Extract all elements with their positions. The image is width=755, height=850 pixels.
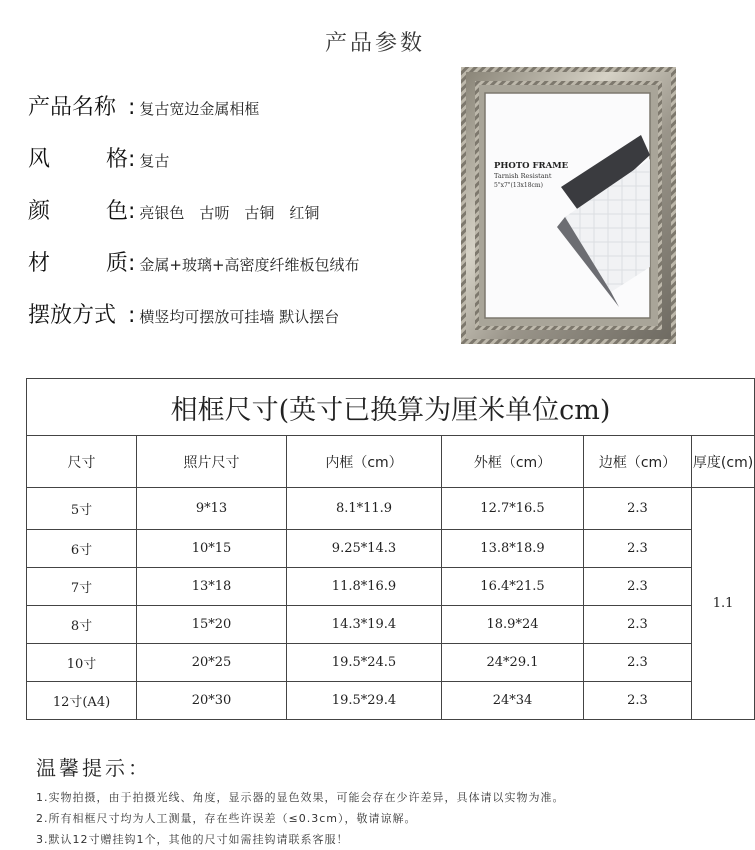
table-caption: 相框尺寸(英寸已换算为厘米单位cm)	[27, 379, 755, 436]
table-cell: 9*13	[137, 488, 287, 530]
param-value-color: 亮银色 古呖 古铜 红铜	[139, 204, 320, 222]
table-cell: 2.3	[584, 530, 692, 568]
table-row	[27, 530, 755, 568]
table-cell: 10*15	[137, 530, 287, 568]
product-params	[28, 90, 448, 350]
table-cell: 19.5*29.4	[287, 682, 442, 720]
param-row-name: 产品名称 : 复古宽边金属相框	[28, 90, 448, 142]
table-cell: 5寸	[27, 488, 137, 530]
table-header-row	[27, 436, 755, 488]
table-cell: 20*25	[137, 644, 287, 682]
param-value-material: 金属+玻璃+高密度纤维板包绒布	[139, 256, 360, 274]
product-photo-frame	[461, 67, 676, 344]
table-cell: 2.3	[584, 682, 692, 720]
table-row	[27, 682, 755, 720]
param-row-style: 风 格 : 复古	[28, 142, 448, 194]
table-cell: 24*29.1	[442, 644, 584, 682]
tip-line: 1.实物拍摄，由于拍摄光线、角度，显示器的显色效果，可能会存在少许差异，具体请以实物为准。	[36, 791, 565, 804]
param-row-material: 材 质 : 金属+玻璃+高密度纤维板包绒布	[28, 246, 448, 298]
param-label-placement: 摆放方式	[28, 303, 117, 328]
table-cell: 9.25*14.3	[287, 530, 442, 568]
table-row	[27, 644, 755, 682]
param-label-style: 风 格	[28, 147, 128, 172]
table-header: 尺寸	[27, 436, 137, 488]
frame-size-table	[26, 378, 755, 720]
table-cell: 19.5*24.5	[287, 644, 442, 682]
table-cell: 12寸(A4)	[27, 682, 137, 720]
table-header: 边框（cm）	[584, 436, 692, 488]
table-cell: 18.9*24	[442, 606, 584, 644]
table-cell: 13*18	[137, 568, 287, 606]
table-cell: 13.8*18.9	[442, 530, 584, 568]
table-cell: 7寸	[27, 568, 137, 606]
table-header: 外框（cm）	[442, 436, 584, 488]
table-cell: 2.3	[584, 568, 692, 606]
page-title: 产品参数	[324, 31, 425, 56]
param-row-placement: 摆放方式 : 横竖均可摆放可挂墙 默认摆台	[28, 298, 448, 350]
thickness-cell: 1.1	[692, 488, 755, 720]
table-cell: 11.8*16.9	[287, 568, 442, 606]
tips-section	[36, 752, 736, 850]
table-row	[27, 606, 755, 644]
table-cell: 15*20	[137, 606, 287, 644]
table-header: 照片尺寸	[137, 436, 287, 488]
param-value-name: 复古宽边金属相框	[139, 100, 260, 118]
param-label-material: 材 质	[28, 251, 128, 276]
photo-text-title: PHOTO FRAME	[494, 161, 569, 171]
param-value-placement: 横竖均可摆放可挂墙 默认摆台	[139, 308, 340, 326]
table-row	[27, 488, 755, 530]
param-label-name: 产品名称	[28, 95, 117, 120]
param-row-color: 颜 色 : 亮银色 古呖 古铜 红铜	[28, 194, 448, 246]
table-cell: 14.3*19.4	[287, 606, 442, 644]
table-row	[27, 568, 755, 606]
table-cell: 24*34	[442, 682, 584, 720]
tip-line: 3.默认12寸赠挂钩1个，其他的尺寸如需挂钩请联系客服！	[36, 833, 349, 846]
table-header: 内框（cm）	[287, 436, 442, 488]
table-cell: 2.3	[584, 488, 692, 530]
table-header: 厚度(cm)	[692, 436, 755, 488]
table-cell: 8寸	[27, 606, 137, 644]
table-cell: 2.3	[584, 606, 692, 644]
table-cell: 16.4*21.5	[442, 568, 584, 606]
param-value-style: 复古	[139, 152, 170, 170]
table-cell: 20*30	[137, 682, 287, 720]
table-cell: 10寸	[27, 644, 137, 682]
table-cell: 12.7*16.5	[442, 488, 584, 530]
tips-title: 温馨提示：	[36, 756, 151, 780]
param-label-color: 颜 色	[28, 199, 128, 224]
photo-text-size: 5"x7"(13x18cm)	[494, 182, 543, 189]
tip-line: 2.所有相框尺寸均为人工测量，存在些许误差（≤0.3cm），敬请谅解。	[36, 812, 417, 825]
table-cell: 2.3	[584, 644, 692, 682]
table-cell: 8.1*11.9	[287, 488, 442, 530]
table-cell: 6寸	[27, 530, 137, 568]
photo-text-subtitle: Tarnish Resistant	[494, 172, 552, 180]
